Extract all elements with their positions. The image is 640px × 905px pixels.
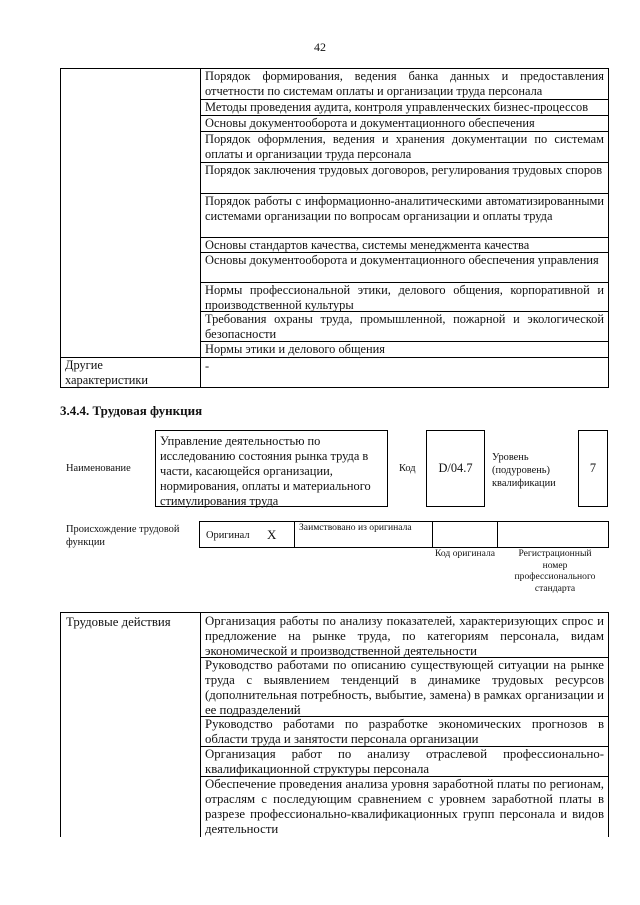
code-value-box: D/04.7 (426, 430, 485, 507)
labor-action-item: Обеспечение проведения анализа уровня заработной платы по регионам, отраслям с последующим сравнением с уровнем заработной платы в разрезе профессионально-квалификационных групп персонала и видов деятельности (201, 776, 608, 837)
other-characteristics-value: - (205, 359, 210, 373)
table-border-left (60, 68, 61, 388)
labor-actions-label: Трудовые действия (66, 615, 171, 629)
origin-divider-1 (294, 521, 295, 548)
knowledge-row: Требования охраны труда, промышленной, пожарной и экологической безопасности (201, 311, 608, 341)
labor-action-item: Организация работ по анализу отраслевой профессионально-квалификационной структуры персонала (201, 746, 608, 777)
table-border-right (608, 68, 609, 388)
code-original-caption: Код оригинала (434, 548, 496, 559)
knowledge-row: Методы проведения аудита, контроля управленческих бизнес-процессов (201, 99, 608, 114)
knowledge-row: Порядок работы с информационно-аналитическими автоматизированными системами организации по вопросам организации и оплаты труда (201, 193, 608, 238)
registration-number-caption: Регистрационный номер профессионального стандарта (514, 548, 596, 594)
page-number: 42 (314, 40, 326, 54)
knowledge-row: Основы документооборота и документационного обеспечения (201, 115, 608, 130)
level-value-box: 7 (578, 430, 608, 507)
original-mark: X (267, 527, 277, 542)
labor-action-item: Руководство работами по описанию существующей ситуации на рынке труда с выявлением тенденций в динамике трудовых ресурсов (дополнительная потребность, выбытие, замена) в рамках организации и ее подразделений (201, 657, 608, 717)
section-title: 3.4.4. Трудовая функция (60, 403, 203, 418)
table-border-top (60, 612, 609, 613)
origin-label: Происхождение трудовой функции (66, 524, 180, 548)
knowledge-row: Основы документооборота и документационного обеспечения управления (201, 252, 608, 282)
origin-divider-2 (432, 521, 433, 548)
code-label: Код (399, 463, 416, 474)
labor-action-item: Организация работы по анализу показателей, характеризующих спрос и предложение на рынке труда, по категориям персонала, видам экономической и производственной деятельности (205, 614, 604, 658)
knowledge-row: Порядок оформления, ведения и хранения документации по системам оплаты и организации труда персонала (201, 131, 608, 161)
origin-divider-3 (497, 521, 498, 548)
knowledge-row: Порядок заключения трудовых договоров, регулирования трудовых споров (201, 162, 608, 192)
table-border-right (608, 612, 609, 837)
table-border-left (60, 612, 61, 837)
knowledge-row: Основы стандартов качества, системы менеджмента качества (201, 237, 608, 252)
original-label: Оригинал (206, 530, 250, 541)
knowledge-row: Порядок формирования, ведения банка данных и предоставления отчетности по системам оплаты и организации труда персонала (205, 69, 604, 98)
level-label: Уровень (подуровень) квалификации (492, 452, 556, 489)
other-characteristics-label: Другие характеристики (65, 358, 149, 387)
function-name-box: Управление деятельностью по исследованию состояния рынка труда в части, касающейся организации, нормирования, оплаты и материального стимулирования труда (155, 430, 388, 507)
name-label: Наименование (66, 463, 131, 474)
borrowed-label: Заимствовано из оригинала (299, 522, 412, 533)
labor-action-item: Руководство работами по разработке экономических прогнозов в области труда и занятости персонала организации (201, 716, 608, 747)
knowledge-row: Нормы профессиональной этики, делового общения, корпоративной и производственной культуры (201, 282, 608, 312)
knowledge-row: Нормы этики и делового общения (201, 341, 608, 357)
